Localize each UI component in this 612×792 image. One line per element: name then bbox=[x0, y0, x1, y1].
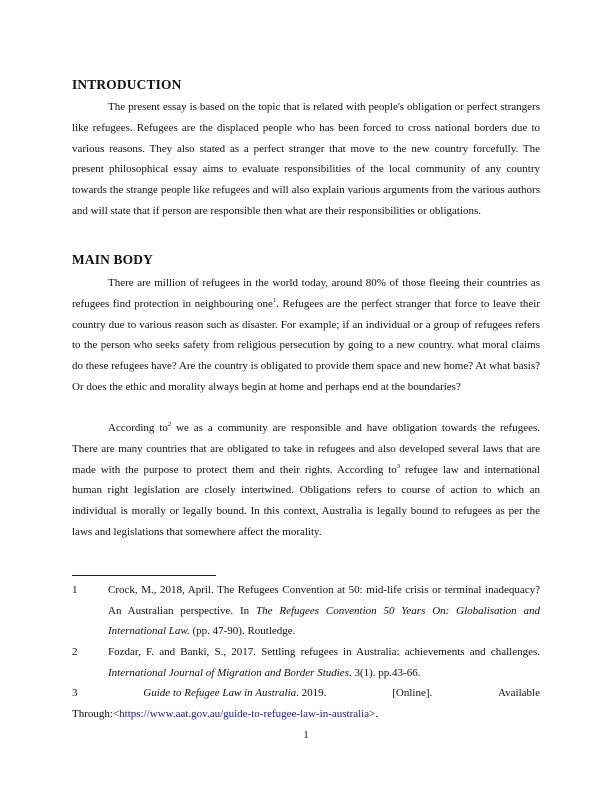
citation-text: (pp. 47-90). Routledge. bbox=[189, 625, 296, 638]
page-number: 1 bbox=[303, 729, 309, 741]
footnote-1 bbox=[72, 580, 540, 642]
paragraph-text: refugee law and international human right legislation are closely intertwined. Obligations refers to course of action to which an individual is morally or legally bound. In this context, Australia is legally bound to refugees as per the laws and legislations that somewhere affect the morality. bbox=[72, 463, 540, 538]
citation-text: Crock, M., 2018, April. The Refugees Convention at 50: mid-life crisis or terminal inadequacy? An Australian perspective. In bbox=[108, 584, 540, 617]
citation-text: >. bbox=[369, 707, 379, 720]
footnote-number: 3 bbox=[72, 687, 78, 699]
main-body-paragraph-1 bbox=[72, 273, 540, 398]
footnote-reference[interactable]: 1 bbox=[272, 296, 277, 304]
citation-text: Through:< bbox=[72, 707, 120, 720]
citation-available: Available bbox=[498, 687, 540, 699]
citation-text: 3(1). pp.43-66. bbox=[351, 666, 421, 679]
citation-title: The Refugees Convention 50 Years On: Globalisation and International Law. bbox=[108, 604, 540, 638]
footnote-3 bbox=[72, 683, 540, 724]
footnote-first-line bbox=[72, 683, 540, 704]
citation-title: Guide to Refugee Law in Australia bbox=[143, 687, 297, 699]
introduction-heading: INTRODUCTION bbox=[72, 77, 182, 92]
footnote-number: 1 bbox=[72, 584, 78, 596]
paragraph-text: we as a community are responsible and have obligation towards the refugees. There are many countries that are obligated to take in refugees and also developed several laws that are made with the purpose to protect them and their rights. According to bbox=[72, 422, 541, 476]
citation-text: Fozdar, F. and Banki, S., 2017. Settling refugees in Australia: achievements and challenges. bbox=[108, 646, 540, 658]
footnote-text bbox=[108, 642, 540, 683]
paragraph-text: . Refugees are the perfect stranger that force to leave their country due to various reason such as disaster. For example; if an individual or a group of refugees refers to the person who seeks safety from religious persecution by going to a new country. what moral claims do these refugees have? Are the country is obligated to provide them space and new home? At what basis? Or does the ethic and morality always begin at home and perhaps end at the boundaries? bbox=[72, 297, 540, 393]
introduction-paragraph: The present essay is based on the topic that is related with people's obligation or perfect strangers like refugees. Refugees are the displaced people who has been forced to cross national borders due to various reasons. They also stated as a perfect stranger that move to the new country forcefully. The present philosophical essay aims to evaluate responsibilities of the local community of any country towards the strange people like refugees and will also explain various arguments from the various authors and will state that if person are responsible then what are their responsibilities or obligations. bbox=[72, 101, 540, 217]
footnote-2 bbox=[72, 642, 540, 683]
citation-title-group bbox=[143, 683, 326, 704]
main-body-paragraph-2 bbox=[72, 418, 540, 543]
footnote-reference[interactable]: 3 bbox=[396, 462, 401, 470]
footnote-text bbox=[108, 580, 540, 642]
footnote-reference[interactable]: 2 bbox=[167, 421, 172, 428]
citation-year: . 2019. bbox=[296, 687, 327, 699]
citation-link[interactable]: https://www.aat.gov.au/guide-to-refugee-law-in-australia bbox=[119, 707, 370, 720]
footnote-separator bbox=[72, 575, 216, 576]
paragraph-text: According to bbox=[108, 422, 168, 434]
paragraph-text: There are million of refugees in the world today, around 80% of those fleeing their countries as refugees find protection in neighbouring one bbox=[72, 277, 540, 310]
citation-online: [Online]. bbox=[392, 687, 433, 699]
footnote-number: 2 bbox=[72, 646, 78, 658]
citation-title: International Journal of Migration and Border Studies. bbox=[108, 666, 352, 679]
footnote-second-line bbox=[72, 704, 540, 725]
main-body-heading: MAIN BODY bbox=[72, 252, 154, 267]
